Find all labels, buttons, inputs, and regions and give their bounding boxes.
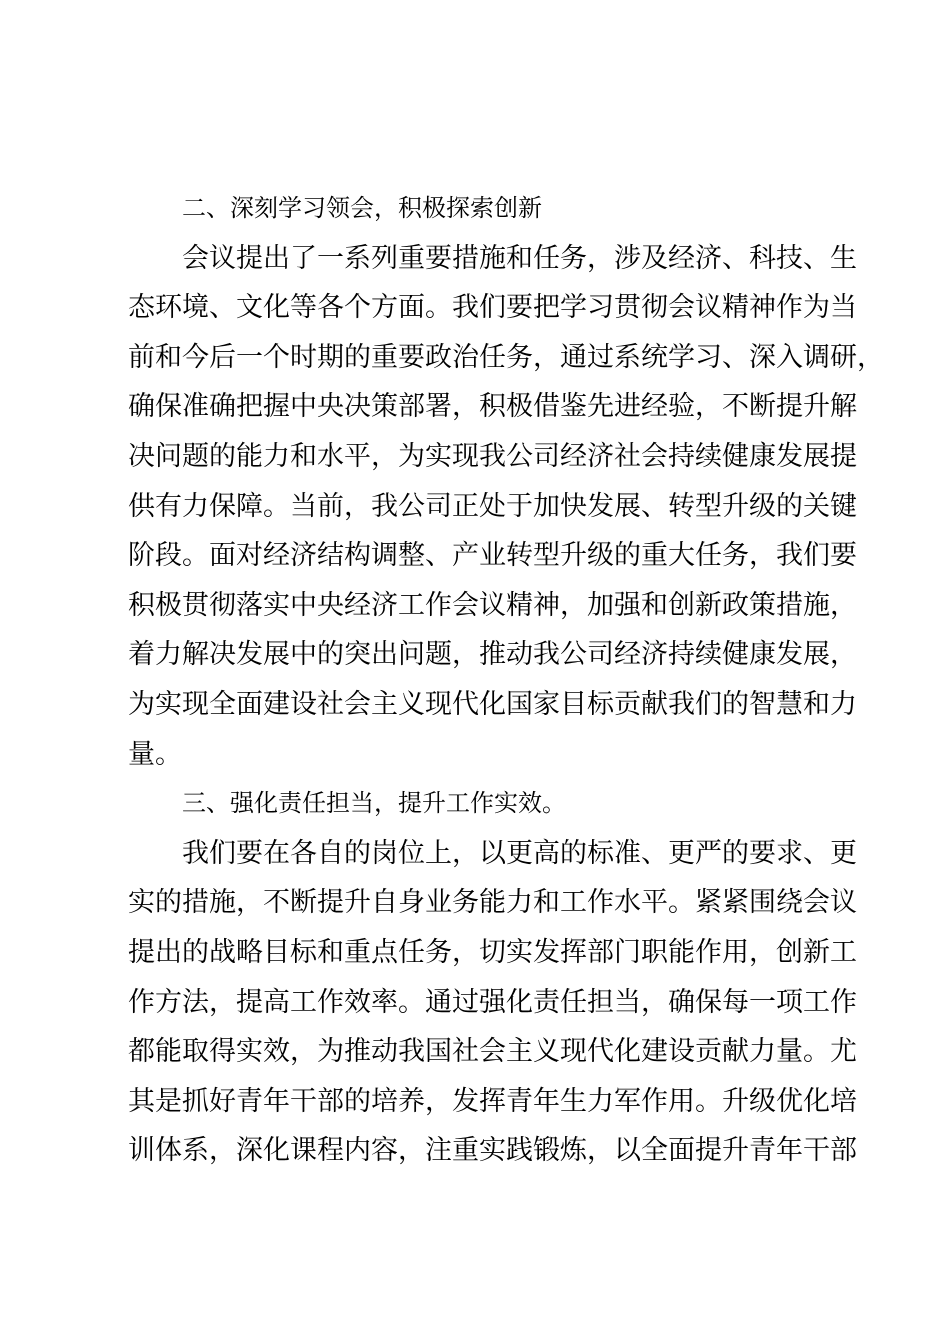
paragraph-line: 提出的战略目标和重点任务，切实发挥部门职能作用，创新工 [128, 936, 857, 968]
paragraph-line: 训体系，深化课程内容，注重实践锻炼，以全面提升青年干部 [128, 1135, 857, 1167]
paragraph-line: 阶段。面对经济结构调整、产业转型升级的重大任务，我们要 [128, 540, 857, 572]
paragraph-line: 前和今后一个时期的重要政治任务，通过系统学习、深入调研， [128, 341, 884, 373]
section-paragraph-3 [128, 829, 857, 1176]
paragraph-line: 为实现全面建设社会主义现代化国家目标贡献我们的智慧和力 [128, 688, 857, 720]
paragraph-line: 确保准确把握中央决策部署，积极借鉴先进经验，不断提升解 [128, 391, 857, 423]
paragraph-line: 供有力保障。当前，我公司正处于加快发展、转型升级的关键 [128, 490, 857, 522]
paragraph-line: 决问题的能力和水平，为实现我公司经济社会持续健康发展提 [128, 440, 857, 472]
paragraph-line: 态环境、文化等各个方面。我们要把学习贯彻会议精神作为当 [128, 292, 857, 324]
paragraph-line: 都能取得实效，为推动我国社会主义现代化建设贡献力量。尤 [128, 1036, 857, 1068]
section-heading-2: 二、深刻学习领会，积极探索创新 [182, 194, 542, 222]
paragraph-line: 其是抓好青年干部的培养，发挥青年生力军作用。升级优化培 [128, 1085, 857, 1117]
paragraph-line: 着力解决发展中的突出问题，推动我公司经济持续健康发展， [128, 639, 857, 671]
paragraph-line: 量。 [128, 738, 182, 770]
section-heading-3: 三、强化责任担当，提升工作实效。 [182, 789, 566, 818]
paragraph-line: 我们要在各自的岗位上，以更高的标准、更严的要求、更 [182, 837, 857, 869]
paragraph-line: 实的措施，不断提升自身业务能力和工作水平。紧紧围绕会议 [128, 887, 857, 919]
paragraph-line: 积极贯彻落实中央经济工作会议精神，加强和创新政策措施， [128, 589, 857, 621]
document-body [128, 184, 884, 1176]
section-paragraph-2 [128, 234, 884, 780]
paragraph-line: 作方法，提高工作效率。通过强化责任担当，确保每一项工作 [128, 986, 857, 1018]
paragraph-line: 会议提出了一系列重要措施和任务，涉及经济、科技、生 [182, 242, 857, 274]
